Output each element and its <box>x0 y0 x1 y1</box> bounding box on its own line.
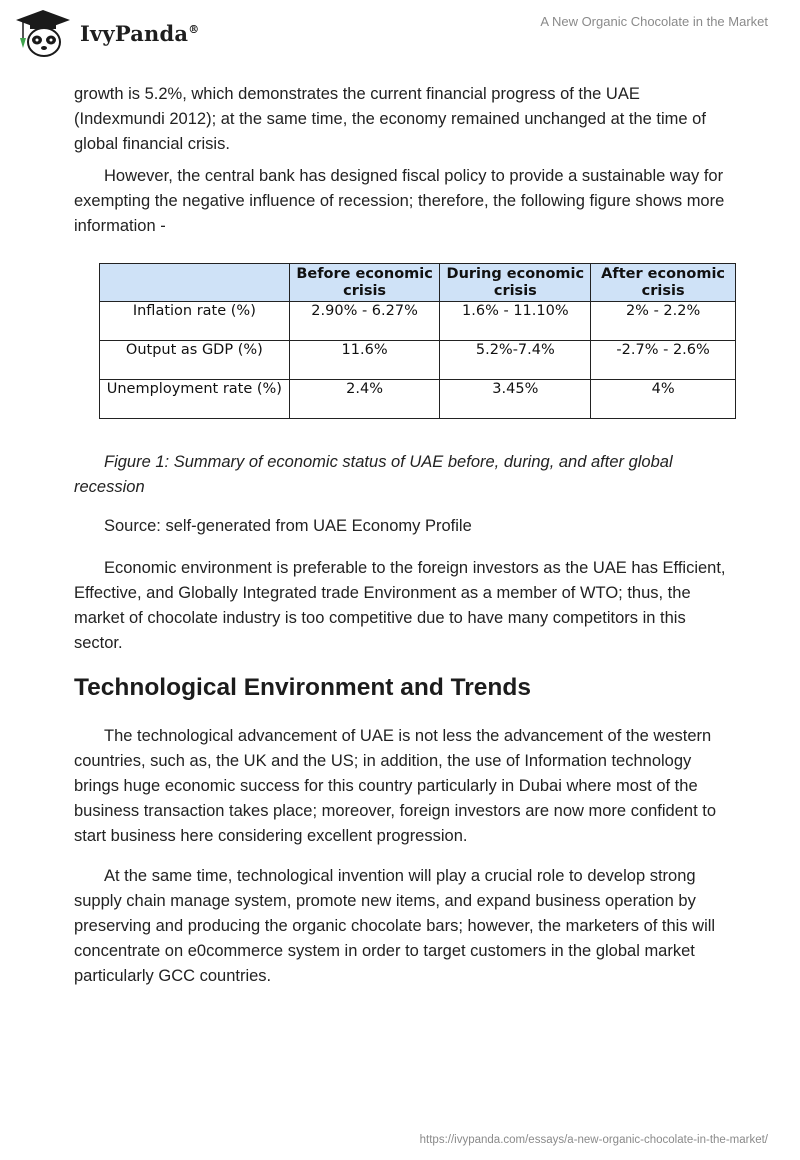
table-header-cell: Before economic crisis <box>289 264 440 302</box>
paragraph: Economic environment is preferable to the foreign investors as the UAE has Efficient, Effective, and Globally Integrated trade Environment as a member of WTO; thus, the market of chocolate industry is too competitive due to have many competitors in this sector. <box>74 559 726 652</box>
table-cell: 2% - 2.2% <box>591 302 736 341</box>
table-cell: 3.45% <box>440 380 591 419</box>
economic-status-table <box>99 263 736 419</box>
paragraph: At the same time, technological invention will play a crucial role to develop strong supply chain manage system, promote new items, and expand business operation by preserving and producing the organic chocolate bars; however, the marketers of this will concentrate on e0commerce system in order to target customers in the global market particularly GCC countries. <box>74 867 716 985</box>
source-url-link[interactable]: https://ivypanda.com/essays/a-new-organic-chocolate-in-the-market/ <box>419 1134 768 1146</box>
table-row <box>100 302 736 341</box>
row-label: Output as GDP (%) <box>100 341 290 380</box>
paragraph: The technological advancement of UAE is not less the advancement of the western countries, such as, the UK and the US; in addition, the use of Information technology brings huge economic success for this country particularly in Dubai where most of the business transaction takes place; moreover, foreign investors are now more confident to start business here considering excellent progression. <box>74 727 717 845</box>
paragraph: growth is 5.2%, which demonstrates the current financial progress of the UAE (Indexmundi 2012); at the same time, the economy remained unchanged at the time of global financial crisis. <box>74 85 706 153</box>
table-header-cell: After economic crisis <box>591 264 736 302</box>
paragraph: However, the central bank has designed fiscal policy to provide a sustainable way for exempting the negative influence of recession; therefore, the following figure shows more information - <box>74 167 725 235</box>
table-cell: 2.4% <box>289 380 440 419</box>
page-header <box>0 0 800 70</box>
brand-name: IvyPanda® <box>80 20 200 46</box>
table-header-cell: During economic crisis <box>440 264 591 302</box>
table-row <box>100 380 736 419</box>
table-header-cell <box>100 264 290 302</box>
table-row <box>100 341 736 380</box>
panda-graduate-icon <box>14 8 72 58</box>
document-title: A New Organic Chocolate in the Market <box>540 14 768 29</box>
table-cell: 1.6% - 11.10% <box>440 302 591 341</box>
table-cell: -2.7% - 2.6% <box>591 341 736 380</box>
table-cell: 4% <box>591 380 736 419</box>
row-label: Unemployment rate (%) <box>100 380 290 419</box>
figure-caption: Figure 1: Summary of economic status of UAE before, during, and after global recession <box>74 453 673 496</box>
ivypanda-logo[interactable] <box>14 8 199 58</box>
table-cell: 5.2%-7.4% <box>440 341 591 380</box>
section-heading: Technological Environment and Trends <box>74 674 531 701</box>
figure-source: Source: self-generated from UAE Economy Profile <box>104 517 472 535</box>
row-label: Inflation rate (%) <box>100 302 290 341</box>
table-cell: 2.90% - 6.27% <box>289 302 440 341</box>
table-cell: 11.6% <box>289 341 440 380</box>
